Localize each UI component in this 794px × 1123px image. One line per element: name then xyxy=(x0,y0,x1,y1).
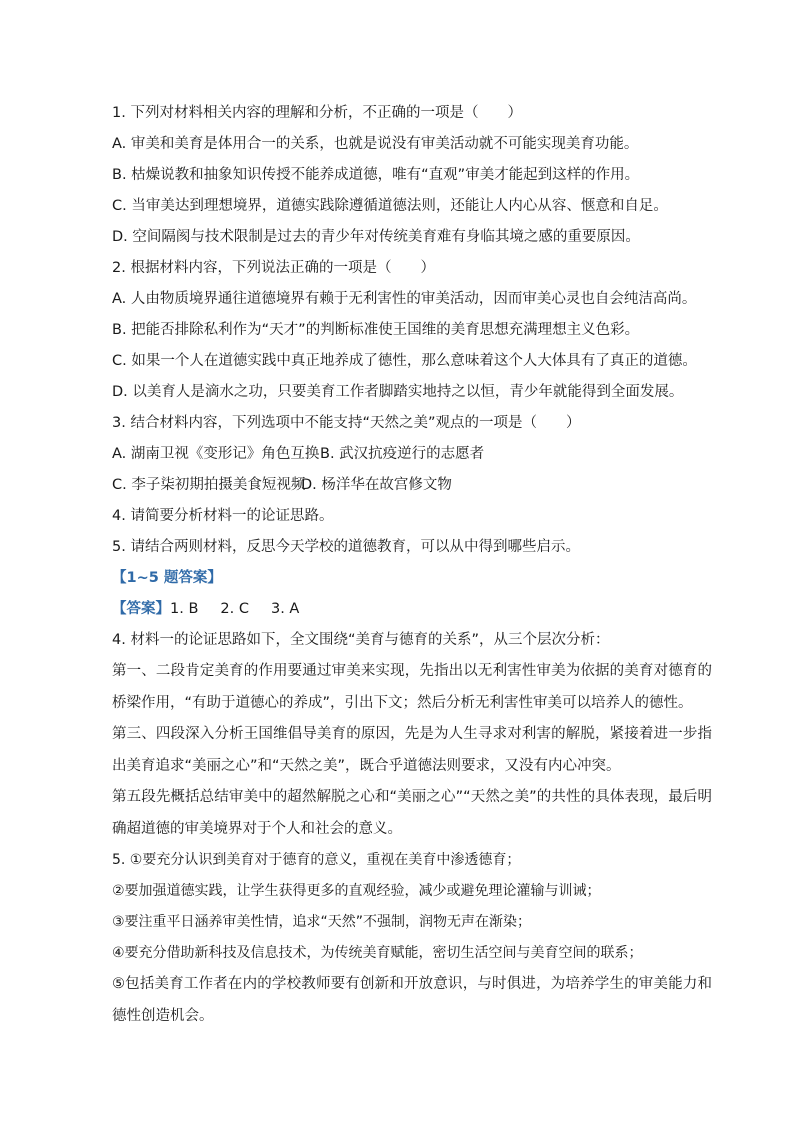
question-3-option-b: B. 武汉抗疫逆行的志愿者 xyxy=(320,446,485,462)
question-2-option-d: D. 以美育人是滴水之功，只要美育工作者脚踏实地持之以恒，青少年就能得到全面发展。 xyxy=(112,384,684,400)
question-3-options-ab xyxy=(112,439,712,470)
answer-3: 3. A xyxy=(270,601,300,617)
answer-line xyxy=(112,594,712,625)
question-4-stem: 4. 请简要分析材料一的论证思路。 xyxy=(112,508,334,524)
answer-5-item-4: ④要充分借助新科技及信息技术，为传统美育赋能，密切生活空间与美育空间的联系； xyxy=(112,945,643,961)
answer-label: 【答案】 xyxy=(112,601,170,617)
question-2-option-b: B. 把能否排除私利作为“天才”的判断标准使王国维的美育思想充满理想主义色彩。 xyxy=(112,322,640,338)
answer-5-item-5: ⑤包括美育工作者在内的学校教师要有创新和开放意识，与时俱进，为培养学生的审美能力和德性创造机会。 xyxy=(112,976,712,1024)
question-3-option-c: C. 李子柒初期拍摄美食短视频 xyxy=(112,477,306,493)
question-2-stem: 2. 根据材料内容，下列说法正确的一项是（ ） xyxy=(112,260,435,276)
answer-4-paragraph-1: 第一、二段肯定美育的作用要通过审美来实现，先指出以无利害性审美为依据的美育对德育的桥梁作用，“有助于道德心的养成”，引出下文；然后分析无利害性审美可以培养人的德性。 xyxy=(112,663,712,711)
question-1-option-c: C. 当审美达到理想境界，道德实践除遵循道德法则，还能让人内心从容、惬意和自足。 xyxy=(112,198,668,214)
answer-5-item-1: 5. ①要充分认识到美育对于德育的意义，重视在美育中渗透德育； xyxy=(112,852,521,868)
answer-4-intro: 4. 材料一的论证思路如下，全文围绕“美育与德育的关系”，从三个层次分析： xyxy=(112,632,610,648)
answer-section-title: 【1~5 题答案】 xyxy=(112,570,222,586)
answer-4-paragraph-3: 第五段先概括总结审美中的超然解脱之心和“美丽之心”“天然之美”的共性的具体表现，最后明确超道德的审美境界对于个人和社会的意义。 xyxy=(112,789,712,837)
answer-4-paragraph-2: 第三、四段深入分析王国维倡导美育的原因，先是为人生寻求对利害的解脱，紧接着进一步指出美育追求“美丽之心”和“天然之美”，既合乎道德法则要求，又没有内心冲突。 xyxy=(112,726,712,774)
question-5-stem: 5. 请结合两则材料，反思今天学校的道德教育，可以从中得到哪些启示。 xyxy=(112,539,580,555)
answer-5-item-3: ③要注重平日涵养审美性情，追求“天然”不强制，润物无声在渐染； xyxy=(112,914,532,930)
question-3-options-cd xyxy=(112,470,712,501)
question-1-stem: 1. 下列对材料相关内容的理解和分析，不正确的一项是（ ） xyxy=(112,105,522,121)
answer-5-item-2: ②要加强道德实践，让学生获得更多的直观经验，减少或避免理论灌输与训诫； xyxy=(112,883,601,899)
question-3-option-d: D. 杨洋华在故宫修文物 xyxy=(301,477,452,493)
question-1-option-d: D. 空间隔阂与技术限制是过去的青少年对传统美育难有身临其境之感的重要原因。 xyxy=(112,229,640,245)
answer-1: 1. B xyxy=(170,601,199,617)
question-3-stem: 3. 结合材料内容，下列选项中不能支持“天然之美”观点的一项是（ ） xyxy=(112,415,581,431)
answer-2: 2. C xyxy=(220,601,249,617)
document-page xyxy=(112,98,712,1032)
question-3-option-a: A. 湖南卫视《变形记》角色互换 xyxy=(112,446,320,462)
question-2-option-a: A. 人由物质境界通往道德境界有赖于无利害性的审美活动，因而审美心灵也自会纯洁高尚。 xyxy=(112,291,697,307)
question-1-option-a: A. 审美和美育是体用合一的关系，也就是说没有审美活动就不可能实现美育功能。 xyxy=(112,136,639,152)
question-1-option-b: B. 枯燥说教和抽象知识传授不能养成道德，唯有“直观”审美才能起到这样的作用。 xyxy=(112,167,640,183)
question-2-option-c: C. 如果一个人在道德实践中真正地养成了德性，那么意味着这个人大体具有了真正的道德。 xyxy=(112,353,697,369)
